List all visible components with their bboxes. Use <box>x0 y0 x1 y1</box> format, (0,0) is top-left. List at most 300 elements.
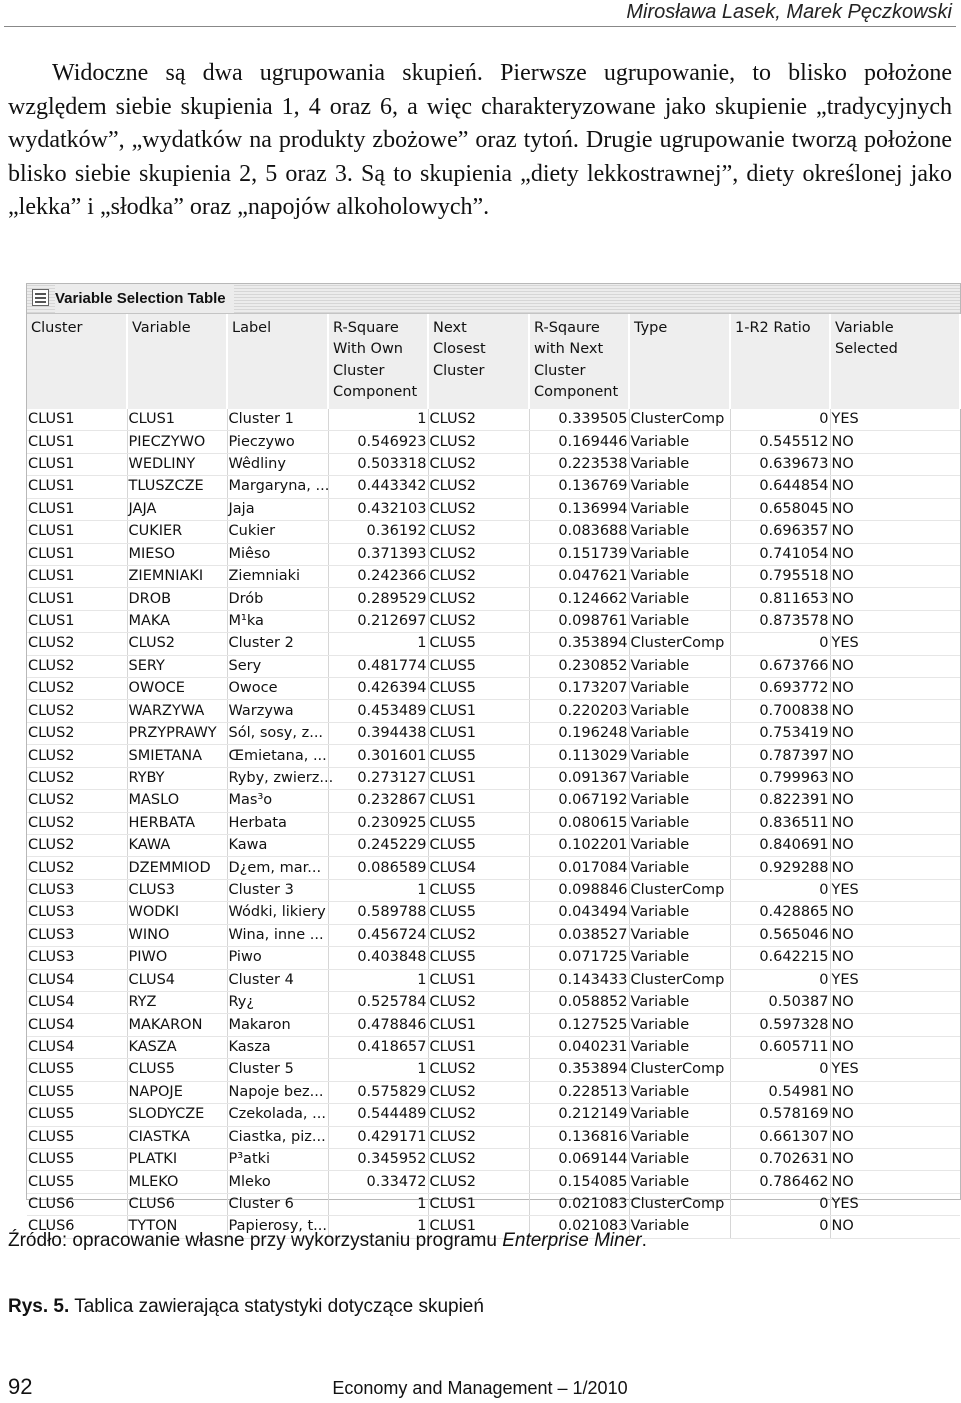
cluster-cell: CLUS2 <box>27 745 127 767</box>
rsq-own-cell: 0.432103 <box>328 498 428 520</box>
rsq-own-cell: 0.212697 <box>328 610 428 632</box>
column-header[interactable]: Variable Selected <box>830 314 960 409</box>
label-cell: Cluster 6 <box>227 1193 328 1215</box>
next-cluster-cell: CLUS2 <box>428 1059 529 1081</box>
source-prefix: Źródło: opracowanie własne przy wykorzystaniu programu <box>8 1230 503 1251</box>
table-row[interactable] <box>27 700 960 722</box>
table-row[interactable] <box>27 565 960 587</box>
next-cluster-cell: CLUS1 <box>428 767 529 789</box>
selected-cell: YES <box>830 1193 960 1215</box>
next-cluster-cell: CLUS2 <box>428 610 529 632</box>
rsq-next-cell: 0.136769 <box>529 476 629 498</box>
rsq-next-cell: 0.353894 <box>529 633 629 655</box>
rsq-own-cell: 0.33472 <box>328 1171 428 1193</box>
table-row[interactable] <box>27 879 960 901</box>
column-header[interactable]: 1-R2 Ratio <box>730 314 830 409</box>
cluster-cell: CLUS3 <box>27 924 127 946</box>
variable-cell: SLODYCZE <box>127 1104 227 1126</box>
type-cell: ClusterComp <box>629 879 730 901</box>
table-body <box>27 409 960 1238</box>
cluster-cell: CLUS5 <box>27 1148 127 1170</box>
next-cluster-cell: CLUS5 <box>428 678 529 700</box>
cluster-cell: CLUS3 <box>27 879 127 901</box>
label-cell: Mas³o <box>227 790 328 812</box>
rsq-own-cell: 0.589788 <box>328 902 428 924</box>
selected-cell: NO <box>830 902 960 924</box>
label-cell: M¹ka <box>227 610 328 632</box>
label-cell: Cluster 4 <box>227 969 328 991</box>
rsq-next-cell: 0.230852 <box>529 655 629 677</box>
ratio-cell: 0.696357 <box>730 521 830 543</box>
cluster-cell: CLUS1 <box>27 476 127 498</box>
ratio-cell: 0.54981 <box>730 1081 830 1103</box>
rsq-own-cell: 0.426394 <box>328 678 428 700</box>
type-cell: Variable <box>629 1104 730 1126</box>
label-cell: Sery <box>227 655 328 677</box>
table-row[interactable] <box>27 722 960 744</box>
type-cell: Variable <box>629 453 730 475</box>
next-cluster-cell: CLUS2 <box>428 431 529 453</box>
next-cluster-cell: CLUS2 <box>428 543 529 565</box>
label-cell: P³atki <box>227 1148 328 1170</box>
rsq-next-cell: 0.043494 <box>529 902 629 924</box>
table-row[interactable] <box>27 521 960 543</box>
selected-cell: NO <box>830 543 960 565</box>
rsq-next-cell: 0.353894 <box>529 1059 629 1081</box>
variable-cell: CLUS5 <box>127 1059 227 1081</box>
selected-cell: YES <box>830 633 960 655</box>
label-cell: Margaryna, ... <box>227 476 328 498</box>
selected-cell: NO <box>830 947 960 969</box>
selected-cell: NO <box>830 1036 960 1058</box>
table-row[interactable] <box>27 1193 960 1215</box>
cluster-cell: CLUS2 <box>27 812 127 834</box>
type-cell: Variable <box>629 924 730 946</box>
selected-cell: YES <box>830 879 960 901</box>
rsq-own-cell: 0.345952 <box>328 1148 428 1170</box>
rsq-next-cell: 0.196248 <box>529 722 629 744</box>
table-row[interactable] <box>27 790 960 812</box>
table-row[interactable] <box>27 1148 960 1170</box>
rsq-own-cell: 0.230925 <box>328 812 428 834</box>
variable-cell: CLUS2 <box>127 633 227 655</box>
rsq-next-cell: 0.220203 <box>529 700 629 722</box>
table-row[interactable] <box>27 835 960 857</box>
variable-cell: KAWA <box>127 835 227 857</box>
rsq-next-cell: 0.339505 <box>529 409 629 431</box>
selected-cell: NO <box>830 1081 960 1103</box>
next-cluster-cell: CLUS2 <box>428 521 529 543</box>
rsq-own-cell: 0.245229 <box>328 835 428 857</box>
table-row[interactable] <box>27 543 960 565</box>
variable-cell: WARZYWA <box>127 700 227 722</box>
variable-cell: PIECZYWO <box>127 431 227 453</box>
label-cell: Miêso <box>227 543 328 565</box>
table-row[interactable] <box>27 812 960 834</box>
rsq-next-cell: 0.017084 <box>529 857 629 879</box>
variable-cell: PIWO <box>127 947 227 969</box>
label-cell: Jaja <box>227 498 328 520</box>
type-cell: Variable <box>629 947 730 969</box>
rsq-own-cell: 0.086589 <box>328 857 428 879</box>
next-cluster-cell: CLUS2 <box>428 1171 529 1193</box>
next-cluster-cell: CLUS1 <box>428 722 529 744</box>
next-cluster-cell: CLUS2 <box>428 1126 529 1148</box>
label-cell: Ryby, zwierz... <box>227 767 328 789</box>
type-cell: Variable <box>629 700 730 722</box>
ratio-cell: 0 <box>730 1193 830 1215</box>
selected-cell: YES <box>830 969 960 991</box>
ratio-cell: 0.658045 <box>730 498 830 520</box>
table-row[interactable] <box>27 857 960 879</box>
table-row[interactable] <box>27 902 960 924</box>
window-title: Variable Selection Table <box>55 284 234 313</box>
ratio-cell: 0.644854 <box>730 476 830 498</box>
rsq-own-cell: 0.301601 <box>328 745 428 767</box>
rsq-next-cell: 0.058852 <box>529 991 629 1013</box>
column-header[interactable]: Type <box>629 314 730 409</box>
table-row[interactable] <box>27 991 960 1013</box>
type-cell: ClusterComp <box>629 969 730 991</box>
selected-cell: NO <box>830 767 960 789</box>
cluster-cell: CLUS1 <box>27 610 127 632</box>
type-cell: Variable <box>629 1216 730 1238</box>
rsq-own-cell: 0.443342 <box>328 476 428 498</box>
type-cell: Variable <box>629 431 730 453</box>
table-row[interactable] <box>27 1104 960 1126</box>
ratio-cell: 0.811653 <box>730 588 830 610</box>
cluster-cell: CLUS5 <box>27 1104 127 1126</box>
selected-cell: NO <box>830 476 960 498</box>
next-cluster-cell: CLUS2 <box>428 924 529 946</box>
rsq-next-cell: 0.091367 <box>529 767 629 789</box>
label-cell: Wódki, likiery <box>227 902 328 924</box>
rsq-own-cell: 0.403848 <box>328 947 428 969</box>
ratio-cell: 0.639673 <box>730 453 830 475</box>
type-cell: Variable <box>629 678 730 700</box>
selected-cell: NO <box>830 565 960 587</box>
selected-cell: NO <box>830 1104 960 1126</box>
cluster-cell: CLUS1 <box>27 498 127 520</box>
table-row[interactable] <box>27 1014 960 1036</box>
ratio-cell: 0 <box>730 1216 830 1238</box>
rsq-own-cell: 0.453489 <box>328 700 428 722</box>
ratio-cell: 0 <box>730 879 830 901</box>
next-cluster-cell: CLUS5 <box>428 745 529 767</box>
ratio-cell: 0.50387 <box>730 991 830 1013</box>
label-cell: Kasza <box>227 1036 328 1058</box>
next-cluster-cell: CLUS1 <box>428 790 529 812</box>
next-cluster-cell: CLUS2 <box>428 1081 529 1103</box>
selected-cell: NO <box>830 1171 960 1193</box>
label-cell: Ciastka, piz... <box>227 1126 328 1148</box>
selected-cell: NO <box>830 1126 960 1148</box>
selected-cell: NO <box>830 1148 960 1170</box>
rsq-own-cell: 0.525784 <box>328 991 428 1013</box>
rsq-next-cell: 0.136816 <box>529 1126 629 1148</box>
cluster-cell: CLUS2 <box>27 767 127 789</box>
variable-cell: PRZYPRAWY <box>127 722 227 744</box>
column-header[interactable]: Label <box>227 314 328 409</box>
ratio-cell: 0.822391 <box>730 790 830 812</box>
variable-cell: DZEMMIOD <box>127 857 227 879</box>
cluster-cell: CLUS3 <box>27 902 127 924</box>
rsq-next-cell: 0.098846 <box>529 879 629 901</box>
table-row[interactable] <box>27 409 960 431</box>
selected-cell: NO <box>830 745 960 767</box>
label-cell: Wina, inne ... <box>227 924 328 946</box>
table-row[interactable] <box>27 1126 960 1148</box>
table-row[interactable] <box>27 655 960 677</box>
label-cell: Cluster 2 <box>227 633 328 655</box>
variable-cell: WODKI <box>127 902 227 924</box>
variable-cell: MASLO <box>127 790 227 812</box>
table-row[interactable] <box>27 610 960 632</box>
variable-cell: CLUS6 <box>127 1193 227 1215</box>
label-cell: Ry¿ <box>227 991 328 1013</box>
rsq-next-cell: 0.173207 <box>529 678 629 700</box>
rsq-next-cell: 0.021083 <box>529 1216 629 1238</box>
type-cell: Variable <box>629 521 730 543</box>
selected-cell: NO <box>830 453 960 475</box>
ratio-cell: 0.673766 <box>730 655 830 677</box>
type-cell: ClusterComp <box>629 409 730 431</box>
cluster-cell: CLUS5 <box>27 1081 127 1103</box>
selected-cell: NO <box>830 700 960 722</box>
rsq-own-cell: 1 <box>328 409 428 431</box>
type-cell: Variable <box>629 835 730 857</box>
selected-cell: NO <box>830 521 960 543</box>
next-cluster-cell: CLUS5 <box>428 655 529 677</box>
rsq-own-cell: 0.429171 <box>328 1126 428 1148</box>
cluster-cell: CLUS1 <box>27 588 127 610</box>
selected-cell: NO <box>830 812 960 834</box>
next-cluster-cell: CLUS1 <box>428 1036 529 1058</box>
cluster-cell: CLUS1 <box>27 565 127 587</box>
variable-cell: MLEKO <box>127 1171 227 1193</box>
type-cell: Variable <box>629 745 730 767</box>
type-cell: Variable <box>629 476 730 498</box>
column-header[interactable]: R-Square With Own Cluster Component <box>328 314 428 409</box>
variable-selection-window <box>26 283 961 1235</box>
rsq-own-cell: 0.273127 <box>328 767 428 789</box>
variable-cell: MAKARON <box>127 1014 227 1036</box>
rsq-own-cell: 0.371393 <box>328 543 428 565</box>
rsq-next-cell: 0.212149 <box>529 1104 629 1126</box>
label-cell: Cluster 5 <box>227 1059 328 1081</box>
variable-cell: TLUSZCZE <box>127 476 227 498</box>
type-cell: Variable <box>629 991 730 1013</box>
label-cell: Cluster 3 <box>227 879 328 901</box>
body-paragraph: Widoczne są dwa ugrupowania skupień. Pierwsze ugrupowanie, to blisko położone względem siebie skupienia 1, 4 oraz 6, a więc charakteryzowane jako skupienie „tradycyjnych wydatków”, „wydatków na produkty zbożowe” oraz tytoń. Drugie ugrupowanie tworzą położone blisko siebie skupienia 2, 5 oraz 3. Są to skupienia „diety lekkostrawnej”, diety określonej jako „lekka” i „słodka” oraz „napojów alkoholowych”. <box>8 60 952 220</box>
variable-cell: NAPOJE <box>127 1081 227 1103</box>
rsq-own-cell: 0.503318 <box>328 453 428 475</box>
rsq-next-cell: 0.047621 <box>529 565 629 587</box>
cluster-cell: CLUS3 <box>27 947 127 969</box>
rsq-next-cell: 0.098761 <box>529 610 629 632</box>
ratio-cell: 0 <box>730 409 830 431</box>
rsq-next-cell: 0.040231 <box>529 1036 629 1058</box>
rsq-next-cell: 0.080615 <box>529 812 629 834</box>
table-row[interactable] <box>27 588 960 610</box>
type-cell: Variable <box>629 1081 730 1103</box>
type-cell: Variable <box>629 565 730 587</box>
source-suffix: . <box>641 1230 647 1251</box>
table-row[interactable] <box>27 745 960 767</box>
cluster-cell: CLUS6 <box>27 1193 127 1215</box>
cluster-cell: CLUS2 <box>27 790 127 812</box>
rsq-next-cell: 0.021083 <box>529 1193 629 1215</box>
next-cluster-cell: CLUS5 <box>428 902 529 924</box>
label-cell: Sól, sosy, z... <box>227 722 328 744</box>
variable-cell: SMIETANA <box>127 745 227 767</box>
rsq-next-cell: 0.151739 <box>529 543 629 565</box>
label-cell: Herbata <box>227 812 328 834</box>
next-cluster-cell: CLUS4 <box>428 857 529 879</box>
table-row[interactable] <box>27 947 960 969</box>
rsq-own-cell: 0.478846 <box>328 1014 428 1036</box>
table-row[interactable] <box>27 678 960 700</box>
table-row[interactable] <box>27 453 960 475</box>
label-cell: Drób <box>227 588 328 610</box>
next-cluster-cell: CLUS5 <box>428 879 529 901</box>
rsq-next-cell: 0.143433 <box>529 969 629 991</box>
selected-cell: NO <box>830 924 960 946</box>
ratio-cell: 0.929288 <box>730 857 830 879</box>
selected-cell: NO <box>830 790 960 812</box>
cluster-cell: CLUS1 <box>27 543 127 565</box>
table-row[interactable] <box>27 498 960 520</box>
selected-cell: NO <box>830 991 960 1013</box>
rsq-own-cell: 1 <box>328 1216 428 1238</box>
table-header-row <box>27 314 960 409</box>
cluster-cell: CLUS5 <box>27 1126 127 1148</box>
cluster-cell: CLUS2 <box>27 633 127 655</box>
type-cell: Variable <box>629 790 730 812</box>
rsq-next-cell: 0.069144 <box>529 1148 629 1170</box>
variable-cell: DROB <box>127 588 227 610</box>
variable-cell: WINO <box>127 924 227 946</box>
cluster-cell: CLUS2 <box>27 700 127 722</box>
next-cluster-cell: CLUS5 <box>428 835 529 857</box>
table-row[interactable] <box>27 1036 960 1058</box>
type-cell: Variable <box>629 498 730 520</box>
cluster-cell: CLUS4 <box>27 991 127 1013</box>
table-row[interactable] <box>27 1171 960 1193</box>
rsq-next-cell: 0.067192 <box>529 790 629 812</box>
next-cluster-cell: CLUS1 <box>428 1014 529 1036</box>
rsq-own-cell: 0.546923 <box>328 431 428 453</box>
ratio-cell: 0.795518 <box>730 565 830 587</box>
selected-cell: NO <box>830 1216 960 1238</box>
ratio-cell: 0.836511 <box>730 812 830 834</box>
selected-cell: NO <box>830 431 960 453</box>
next-cluster-cell: CLUS2 <box>428 409 529 431</box>
column-header[interactable]: R-Sqaure with Next Cluster Component <box>529 314 629 409</box>
ratio-cell: 0.578169 <box>730 1104 830 1126</box>
variable-cell: WEDLINY <box>127 453 227 475</box>
ratio-cell: 0.428865 <box>730 902 830 924</box>
column-header[interactable]: Cluster <box>27 314 127 409</box>
cluster-cell: CLUS1 <box>27 409 127 431</box>
ratio-cell: 0.741054 <box>730 543 830 565</box>
ratio-cell: 0.700838 <box>730 700 830 722</box>
label-cell: Czekolada, ... <box>227 1104 328 1126</box>
ratio-cell: 0.642215 <box>730 947 830 969</box>
caption-label: Rys. 5. <box>8 1296 70 1317</box>
ratio-cell: 0.873578 <box>730 610 830 632</box>
rsq-next-cell: 0.228513 <box>529 1081 629 1103</box>
rsq-own-cell: 0.575829 <box>328 1081 428 1103</box>
rsq-own-cell: 0.232867 <box>328 790 428 812</box>
label-cell: Mleko <box>227 1171 328 1193</box>
column-header[interactable]: Next Closest Cluster <box>428 314 529 409</box>
figure-caption <box>8 1296 484 1318</box>
variable-cell: MAKA <box>127 610 227 632</box>
rsq-own-cell: 0.36192 <box>328 521 428 543</box>
type-cell: ClusterComp <box>629 633 730 655</box>
table-row[interactable] <box>27 633 960 655</box>
selected-cell: NO <box>830 857 960 879</box>
window-titlebar[interactable] <box>27 284 960 314</box>
ratio-cell: 0.799963 <box>730 767 830 789</box>
selected-cell: NO <box>830 655 960 677</box>
type-cell: Variable <box>629 543 730 565</box>
ratio-cell: 0.702631 <box>730 1148 830 1170</box>
column-header[interactable]: Variable <box>127 314 227 409</box>
rsq-next-cell: 0.113029 <box>529 745 629 767</box>
label-cell: D¿em, mar... <box>227 857 328 879</box>
rsq-own-cell: 0.242366 <box>328 565 428 587</box>
table-row[interactable] <box>27 476 960 498</box>
type-cell: Variable <box>629 1148 730 1170</box>
table-row[interactable] <box>27 767 960 789</box>
variable-cell: CIASTKA <box>127 1126 227 1148</box>
next-cluster-cell: CLUS5 <box>428 633 529 655</box>
table-row[interactable] <box>27 431 960 453</box>
next-cluster-cell: CLUS2 <box>428 1148 529 1170</box>
next-cluster-cell: CLUS2 <box>428 476 529 498</box>
next-cluster-cell: CLUS1 <box>428 700 529 722</box>
type-cell: Variable <box>629 857 730 879</box>
rsq-next-cell: 0.154085 <box>529 1171 629 1193</box>
type-cell: Variable <box>629 655 730 677</box>
rsq-own-cell: 1 <box>328 879 428 901</box>
rsq-own-cell: 1 <box>328 633 428 655</box>
ratio-cell: 0.693772 <box>730 678 830 700</box>
page-number: 92 <box>8 1374 33 1399</box>
selected-cell: NO <box>830 722 960 744</box>
variable-cell: RYBY <box>127 767 227 789</box>
table-row[interactable] <box>27 969 960 991</box>
next-cluster-cell: CLUS1 <box>428 969 529 991</box>
cluster-cell: CLUS2 <box>27 655 127 677</box>
label-cell: Papierosy, t... <box>227 1216 328 1238</box>
header-rule <box>4 26 956 27</box>
cluster-cell: CLUS5 <box>27 1059 127 1081</box>
rsq-next-cell: 0.127525 <box>529 1014 629 1036</box>
next-cluster-cell: CLUS2 <box>428 588 529 610</box>
source-program: Enterprise Miner <box>502 1230 642 1251</box>
cluster-cell: CLUS4 <box>27 1014 127 1036</box>
rsq-next-cell: 0.083688 <box>529 521 629 543</box>
rsq-own-cell: 0.418657 <box>328 1036 428 1058</box>
table-row[interactable] <box>27 924 960 946</box>
label-cell: Makaron <box>227 1014 328 1036</box>
table-row[interactable] <box>27 1059 960 1081</box>
table-row[interactable] <box>27 1081 960 1103</box>
rsq-next-cell: 0.169446 <box>529 431 629 453</box>
